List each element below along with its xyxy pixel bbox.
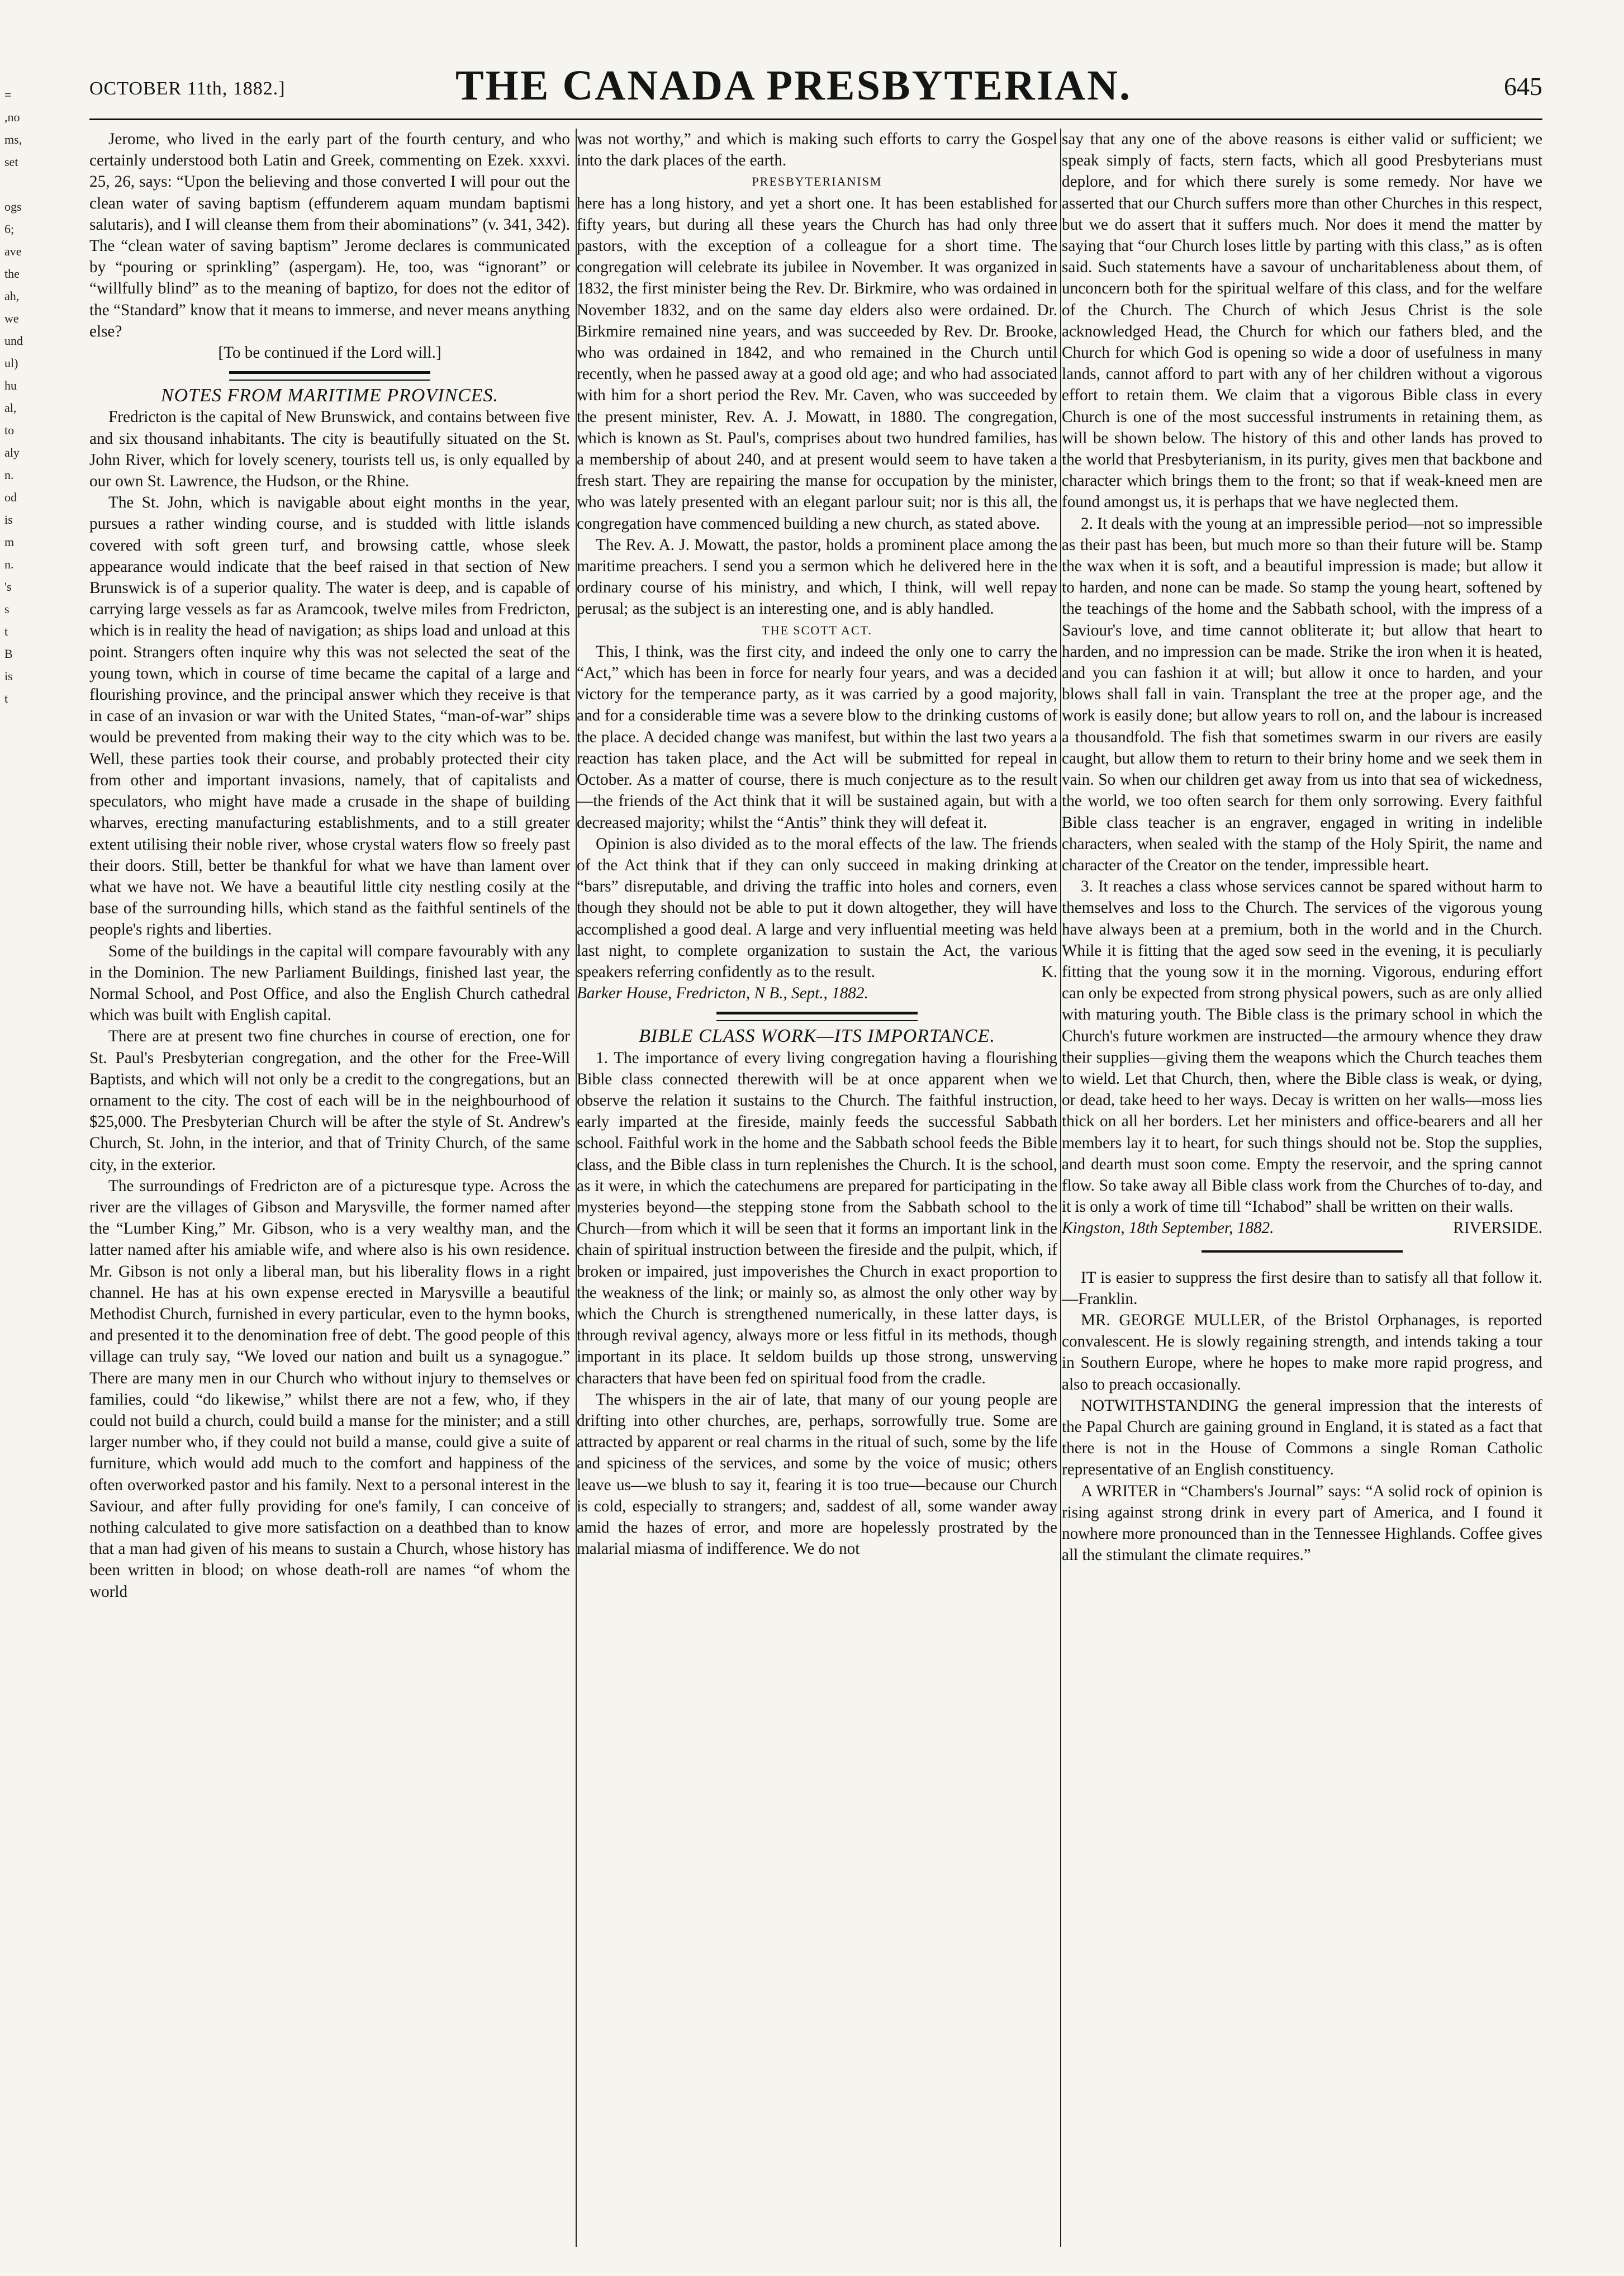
dateline: Barker House, Fredricton, N B., Sept., 1882. [577, 984, 868, 1003]
gutter-mark: is [4, 513, 13, 527]
gutter-mark: ah, [4, 289, 20, 303]
dateline-place: Kingston, 18th September, 1882. [1062, 1219, 1274, 1237]
issue-date: OCTOBER 11th, 1882.] [89, 78, 286, 99]
article-paragraph: say that any one of the above reasons is either valid or sufficient; we speak simply of facts, stern facts, which all good Presbyterians must deplore, and for which there surely is some remedy. Nor have we asserted that our Church suffers more than other Churches in this respect, but we do assert that it suffers much. Nor does it mend the matter by saying that “our Church loses little by parting with this class,” as is often said. Such statements have a savour of uncharitableness about them, of unconcern both for the spiritual welfare of this class, and for the welfare of the Church. The Church of which Jesus Christ is the sole acknowledged Head, the Church for which our fathers bled, and the Church for which God is opening so wide a door of usefulness in many lands, cannot afford to part with any of her children without a vigorous effort to retain them. We claim that a vigorous Bible class in every Church is one of the most successful instruments in retaining them, as will be shown below. The history of this and other lands has proved to the world that Presbyterianism, in its purity, gives men that backbone and character which brings them to the front; so that if weak-kneed men are found amongst us, it is perhaps that we have neglected them. [1062, 130, 1542, 511]
section-subheading: THE SCOTT ACT. [762, 623, 872, 637]
newspaper-title: THE CANADA PRESBYTERIAN. [455, 62, 1132, 109]
article-paragraph: Some of the buildings in the capital will compare favourably with any in the Dominion. The new Parliament Buildings, finished last year, the Normal School, and Post Office, and also the English Church cathedral which was built with English capital. [89, 942, 570, 1025]
section-subheading: PRESBYTERIANISM [752, 174, 882, 189]
gutter-mark: to [4, 423, 15, 437]
gutter-mark: hu [4, 378, 17, 392]
article-paragraph: 1. The importance of every living congregation having a flourishing Bible class connected therewith will be at once apparent when we observe the relation it sustains to the Church. The faithful instruction, early imparted at the fireside, mainly feeds the successful Sabbath school. Faithful work in the home and the Sabbath school feeds the Bible class, and the Bible class in turn replenishes the Church. It is the school, as it were, in which the catechumens are prepared for participating in the mysteries beyond—the stepping stone from the Sabbath school to the Church—from which it will be seen that it forms an important link in the chain of spiritual instruction between the fireside and the pulpit, which, if broken or impaired, just impoverishes the Church in exact proportion to the weakness of the link; or mainly so, as almost the only other way by which the Church is strengthened numerically, in these latter days, is through revival agency, always more or less fitful in its methods, though important in its place. It seldom builds up those strong, unswerving characters that have been fed on spiritual food from the cradle. [577, 1049, 1057, 1387]
article-paragraph: The Rev. A. J. Mowatt, the pastor, holds a prominent place among the maritime preachers. I send you a sermon which he delivered here in the ordinary course of his ministry, and which, I think, will well repay perusal; as the subject is an interesting one, and is ably handled. [577, 535, 1057, 618]
article-heading: NOTES FROM MARITIME PROVINCES. [160, 385, 499, 406]
article-paragraph: The St. John, which is navigable about eight months in the year, pursues a rather winding course, and is studded with little islands covered with soft green turf, and browsing cattle, whose sleek appearance would indicate that the beef raised in that section of New Brunswick is of a superior quality. The water is deep, and is capable of carrying large vessels as far as Aramcook, twelve miles from Fredricton, which is in reality the head of navigation; as ships load and unload at this point. Strangers often inquire why this was not selected the seat of the young town, which in course of time became the capital of a large and flourishing province, and the principal answer which they receive is that in case of an invasion or war with the United States, “man-of-war” ships would be prevented from making their way to the city which was to be. Well, these parties took their course, and probably protected their city from other and important invasions, namely, that of capitalists and speculators, who might have made a crusade in the shape of building wharves, erecting manufacturing establishments, and to a still greater extent utilising their noble river, whose crystal waters flow so freely past their doors. Still, better be thankful for what we have than lament over what we have not. We have a beautiful little city nestling cosily at the base of the surrounding hills, which stand as the faithful sentinels of the people's rights and liberties. [89, 494, 570, 939]
gutter-mark: 's [4, 580, 12, 594]
article-paragraph: This, I think, was the first city, and indeed the only one to carry the “Act,” which has been in force for nearly four years, and was a decided victory for the temperance party, as it was carried by a good majority, and for a considerable time was a severe blow to the drinking customs of the place. A decided change was manifest, but within the last two years a reaction has taken place, and the Act will be submitted for repeal in October. As a matter of course, there is much conjecture as to the result—the friends of the Act think that it will be sustained again, but with a decreased majority; whilst the “Antis” think they will defeat it. [577, 642, 1057, 832]
news-item: A WRITER in “Chambers's Journal” says: “A solid rock of opinion is rising against strong drink in every part of America, and I found it nowhere more pronounced than in the Tennessee Highlands. Coffee gives all the stimulant the climate requires.” [1062, 1482, 1542, 1564]
column-1 [89, 129, 570, 1602]
masthead [45, 61, 1542, 117]
article-paragraph: There are at present two fine churches in course of erection, one for St. Paul's Presbyterian congregation, and the other for the Free-Will Baptists, and which will not only be a credit to the congregations, but an ornament to the city. The cost of each will be in the neighbourhood of $25,000. The Presbyterian Church will be after the style of St. Andrew's Church, St. John, in the interior, and that of Trinity Church, of the same city, in the exterior. [89, 1027, 570, 1174]
article-paragraph [577, 833, 1057, 983]
gutter-mark: t [4, 624, 8, 638]
section-rule [229, 371, 430, 381]
gutter-mark: n. [4, 468, 14, 482]
gutter-mark: m [4, 535, 15, 549]
gutter-mark: und [4, 334, 23, 348]
dateline [1062, 1217, 1542, 1239]
gutter-mark: al, [4, 401, 17, 415]
masthead-rule [89, 118, 1542, 120]
continuation-note: [To be continued if the Lord will.] [218, 344, 441, 362]
gutter-mark: set [4, 155, 18, 169]
author-signature: RIVERSIDE. [1453, 1219, 1542, 1237]
article-heading: BIBLE CLASS WORK—ITS IMPORTANCE. [639, 1026, 995, 1047]
gutter-mark: = [4, 88, 12, 102]
gutter-mark: ogs [4, 200, 22, 214]
gutter-mark: the [4, 267, 20, 281]
gutter-mark: ms, [4, 132, 22, 146]
paragraph-text: Opinion is also divided as to the moral effects of the law. The friends of the Act think that if they can only succeed in making drinking at “bars” disreputable, and driving the traffic into holes and corners, even though they should not be able to put it down altogether, they will have accomplished a good deal. A large and very influential meeting was held last night, to complete organization to sustain the Act, the various speakers referring confidently as to the result. [577, 834, 1057, 981]
left-gutter-marks [4, 84, 27, 710]
section-rule [1202, 1250, 1403, 1255]
gutter-mark: aly [4, 445, 20, 459]
column-2 [577, 129, 1057, 1559]
author-initial: K. [1041, 962, 1057, 981]
article-paragraph: 3. It reaches a class whose services cannot be spared without harm to themselves and loss to the Church. The services of the vigorous young have always been at a premium, both in the world and in the Church. While it is fitting that the aged sow seed in the evening, it is peculiarly fitting that the young sow it in the morning. Vigorous, enduring effort can only be expected from strong physical powers, such as are only allied with maturing youth. The Bible class is the primary school in which the Church's future workmen are instructed—the armoury whence they draw their supplies—giving them the weapons which the Church teaches them to wield. Let that Church, then, where the Bible class is weak, or dying, or dead, take heed to her ways. Decay is written on her walls—moss lies thick on all her borders. Let her ministers and office-bearers and all her members lay it to heart, for such things should not be. Stop the supplies, and dearth must soon come. Empty the reservoir, and the spring cannot flow. So take away all Bible class work from the Churches of to-day, and it is only a work of time till “Ichabod” shall be written on their walls. [1062, 878, 1542, 1216]
gutter-mark: we [4, 311, 19, 325]
section-rule [716, 1012, 918, 1021]
gutter-mark: ,no [4, 110, 20, 124]
article-paragraph: here has a long history, and yet a short one. It has been established for fifty years, but during all these years the Church has had only three pastors, with the exception of a colleague for a short time. The congregation will celebrate its jubilee in November. It was organized in 1832, the first minister being the Rev. Dr. Birkmire, who was ordained in November 1832, and on the same day elders also were ordained. Dr. Birkmire remained nine years, and was succeeded by Rev. Dr. Brooke, who was ordained in 1842, and who remained in the Church until recently, when he passed away at a good old age; and who had associated with him for a short period the Rev. Mr. Caven, who was succeeded by the present minister, Rev. A. J. Mowatt, in 1880. The congregation, which is known as St. Paul's, comprises about two hundred families, has a membership of about 240, and at present would seem to have taken a fresh start. They are repairing the manse for occupation by the minister, who was lately presented with an elegant parlour suit; nor is this all, the congregation have commenced building a new church, as stated above. [577, 194, 1057, 533]
gutter-mark: od [4, 490, 17, 504]
article-paragraph: Fredricton is the capital of New Brunswick, and contains between five and six thousand inhabitants. The city is beautifully situated on the St. John River, which for lovely scenery, tourists tell us, is only equalled by our own St. Lawrence, the Hudson, or the Rhine. [89, 408, 570, 491]
news-item: NOTWITHSTANDING the general impression that the interests of the Papal Church are gaining ground in England, it is stated as a fact that there is not in the House of Commons a single Roman Catholic representative of an English constituency. [1062, 1396, 1542, 1479]
article-paragraph: was not worthy,” and which is making such efforts to carry the Gospel into the dark places of the earth. [577, 130, 1057, 170]
article-paragraph: 2. It deals with the young at an impressible period—not so impressible as their past has been, but much more so than their future will be. Stamp the wax when it is soft, and a beautiful impression is made; but allow it to harden, and none can be made. So stamp the young heart, softened by the teachings of the home and the Sabbath school, with the impress of a Saviour's love, and time cannot obliterate it; but allow that heart to harden, and no impression can be made. Strike the iron when it is heated, and you can fashion it at will; but allow it once to harden, and your blows shall fall in vain. Transplant the tree at the proper age, and the work is easily done; but allow years to roll on, and the labour is increased a thousandfold. The fish that sometimes swarm in our rivers are easily caught, but allow them to return to their briny home and we seek them in vain. So when our children get away from us into that sea of wickedness, the world, we too often search for them only sorrowing. Every faithful Bible class teacher is an engraver, engaged in writing in indelible characters, when sealed with the stamp of the Holy Spirit, the name and character of the Creator on the tender, impressible heart. [1062, 514, 1543, 874]
gutter-mark: is [4, 669, 13, 683]
article-paragraph: The whispers in the air of late, that many of our young people are drifting into other churches, are, perhaps, sorrowfully true. Some are attracted by apparent or real charms in the ritual of such, some by the life and spiciness of the services, and some by the voice of music; others leave us—we blush to say it, fearing it is too true—because our Church is cold, especially to strangers; and, saddest of all, some wander away amid the hazes of error, and more are hopelessly prostrated by the malarial miasma of indifference. We do not [577, 1390, 1057, 1558]
news-item: IT is easier to suppress the first desire than to satisfy all that follow it.—Franklin. [1062, 1268, 1542, 1308]
gutter-mark: ul) [4, 356, 18, 370]
gutter-mark: 6; [4, 222, 15, 236]
article-paragraph: The surroundings of Fredricton are of a picturesque type. Across the river are the villages of Gibson and Marysville, the former named after the “Lumber King,” Mr. Gibson, who is a very wealthy man, and the latter named after his amiable wife, and where also is his own residence. Mr. Gibson is not only a liberal man, but his liberality flows in a right channel. He has at his own expense erected in Marysville a beautiful Methodist Church, furnished in every particular, even to the hymn books, and presented it to the denomination free of debt. The good people of this village can truly say, “We loved our nation and built us a synagogue.” There are many men in our Church who without injury to themselves or families, could “do likewise,” whilst there are not a few, who, if they could not build a church, could build a manse for the minister; and a still larger number who, if they could not build a manse, could give a suite of furniture, which would add much to the comfort and happiness of the often overworked pastor and his family. Next to a personal interest in the Saviour, and after fully providing for one's family, I can conceive of nothing calculated to give more satisfaction on a deathbed than to know that a man had given of his means to sustain a Church, whose history has been written in blood; on whose death-roll are names “of whom the world [89, 1177, 570, 1601]
page-number: 645 [1504, 72, 1542, 101]
gutter-mark: B [4, 647, 13, 661]
gutter-mark: n. [4, 557, 14, 571]
gutter-mark: ave [4, 244, 22, 258]
news-item: MR. GEORGE MULLER, of the Bristol Orphanages, is reported convalescent. He is slowly regaining strength, and intends taking a tour in Southern Europe, where he hopes to make more rapid progress, and also to preach occasionally. [1062, 1311, 1542, 1393]
gutter-mark [4, 173, 27, 196]
gutter-mark: s [4, 602, 10, 616]
article-paragraph: Jerome, who lived in the early part of the fourth century, and who certainly understood both Latin and Greek, commenting on Ezek. xxxvi. 25, 26, says: “Upon the believing and those converted I will pour out the clean water of saving baptism (effunderem aquam mundam baptismi salutaris), and I will cleanse them from their abominations” (v. 341, 342). The “clean water of saving baptism” Jerome declares is communicated by “pouring or sprinkling” (aspergam). He, too, was “ignorant” or “willfully blind” as to the meaning of baptizo, for does not the editor of the “Standard” know that it means to immerse, and never means anything else? [89, 130, 570, 340]
column-3 [1062, 129, 1542, 1566]
column-divider [1060, 129, 1061, 2247]
gutter-mark: t [4, 691, 8, 705]
